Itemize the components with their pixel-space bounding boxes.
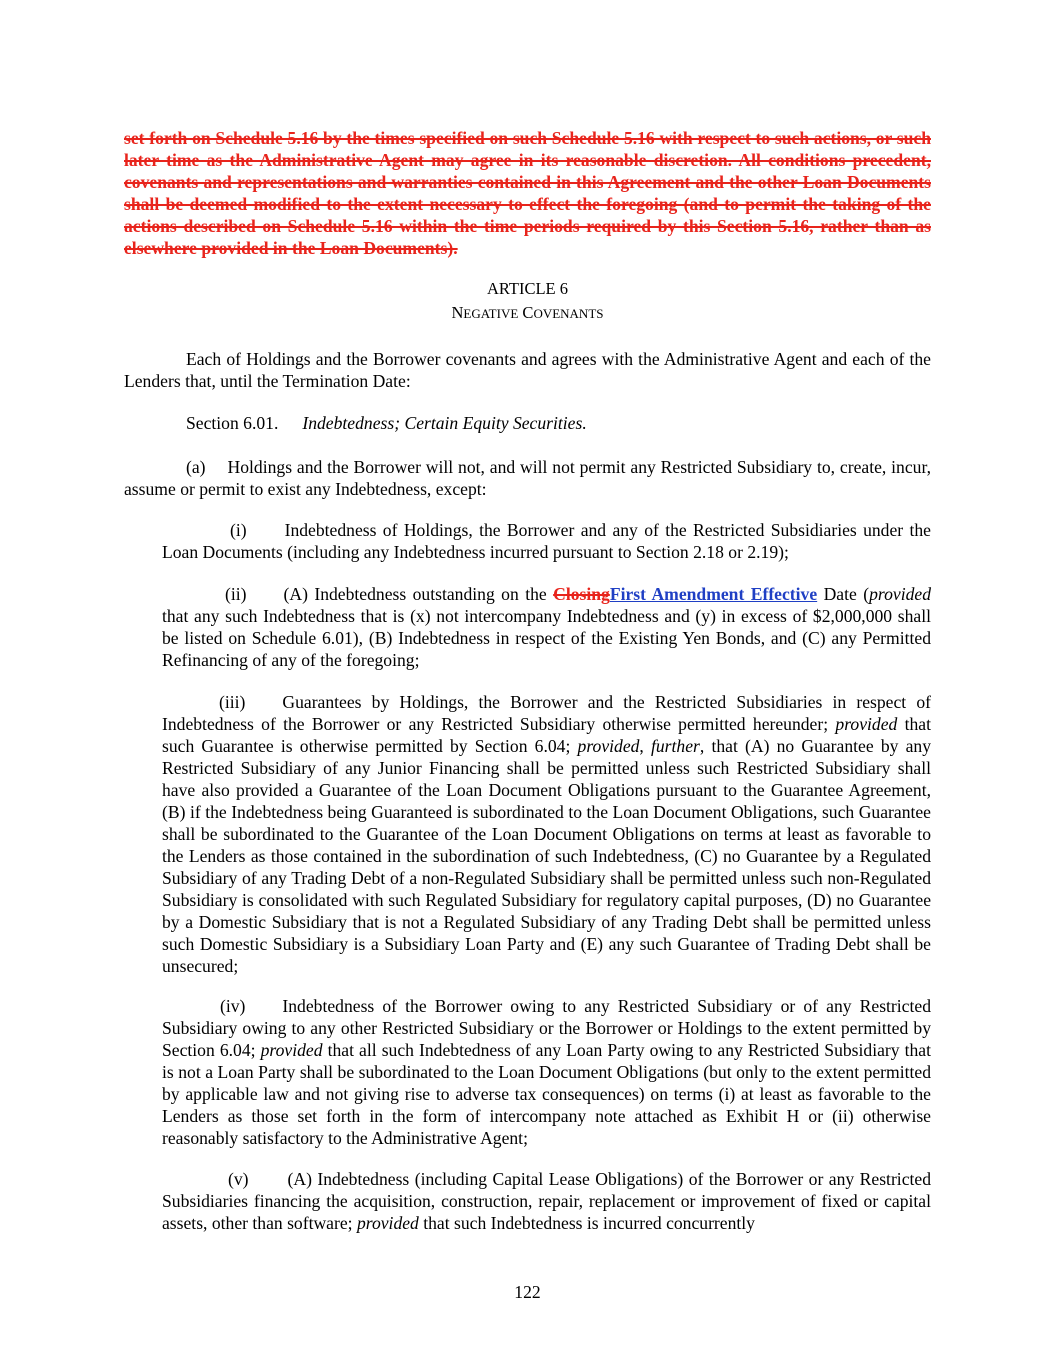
clause-a [124, 456, 931, 500]
item-v: (v) (A) Indebtedness (including Capital Lease Obligations) of the Borrower or any Restricted Subsidiaries financing the acquisition, construction, repair, replacement or improvement of fixed or capital assets, other than software; provided that such Indebtedness is incurred concurrently [162, 1169, 931, 1233]
article-number: ARTICLE 6 [486, 279, 569, 298]
intro-paragraph: Each of Holdings and the Borrower covenants and agrees with the Administrative Agent and each of the Lenders that, until the Termination Date: [124, 349, 931, 391]
deleted-word: Closing [553, 584, 610, 604]
item-iv: (iv) Indebtedness of the Borrower owing to any Restricted Subsidiary or of any Restricted Subsidiary owing to any other Restricted Subsidiary or the Borrower or Holdings to the extent permitted by Section 6.04; provided that all such Indebtedness of any Loan Party owing to any Restricted Subsidiary that is not a Loan Party shall be subordinated to the Loan Document Obligations (but only to the extent permitted by applicable law and not giving rise to adverse tax consequences) on terms (i) at least as favorable to the Lenders as those set forth in the form of intercompany note attached as Exhibit H or (ii) otherwise reasonably satisfactory to the Administrative Agent; [162, 996, 931, 1148]
item-iii-label: (iii) [219, 692, 246, 712]
item-ii-label: (ii) [225, 584, 247, 604]
section-title: Indebtedness; Certain Equity Securities. [302, 413, 587, 433]
inserted-text: First Amendment Effective [609, 584, 818, 604]
page-number: 122 [514, 1282, 541, 1302]
item-v-label: (v) [228, 1169, 249, 1189]
deleted-paragraph [124, 127, 931, 259]
item-i-text: Indebtedness of Holdings, the Borrower and any of the Restricted Subsidiaries under the Loan Documents (including any Indebtedness incurred pursuant to Section 2.18 or 2.19); [162, 520, 931, 562]
clause-a-text: Holdings and the Borrower will not, and will not permit any Restricted Subsidiary to, create, incur, assume or permit to exist any Indebtedness, except: [124, 457, 931, 499]
item-ii: (ii) (A) Indebtedness outstanding on the ClosingFirst Amendment Effective Date (provided that any such Indebtedness that is (x) not intercompany Indebtedness and (y) in excess of $2,000,000 shall be listed on Schedule 6.01), (B) Indebtedness in respect of the Existing Yen Bonds, and (C) any Permitted Refinancing of any of the foregoing; [162, 584, 931, 670]
article-title: NEGATIVE COVENANTS [451, 303, 604, 322]
item-iii: (iii) Guarantees by Holdings, the Borrower and the Restricted Subsidiaries in respect of Indebtedness of the Borrower or any Restricted Subsidiary otherwise permitted hereunder; provided that such Guarantee is otherwise permitted by Section 6.04; provided, further, that (A) no Guarantee by any Restricted Subsidiary of any Junior Financing shall be permitted unless such Restricted Subsidiary shall have also provided a Guarantee of the Loan Document Obligations pursuant to the Guarantee Agreement, (B) if the Indebtedness being Guaranteed is subordinated to the Loan Document Obligations, such Guarantee shall be subordinated to the Guarantee of the Loan Document Obligations on terms at least as favorable to the Lenders as those contained in the subordination of such Indebtedness, (C) no Guarantee by a Regulated Subsidiary of any Trading Debt of a non-Regulated Subsidiary shall be permitted unless such non-Regulated Subsidiary is consolidated with such Regulated Subsidiary for regulatory capital purposes, (D) no Guarantee by a Domestic Subsidiary that is not a Regulated Subsidiary of any Trading Debt shall be permitted unless such Domestic Subsidiary is a Subsidiary Loan Party and (E) any such Guarantee of Trading Debt shall be unsecured; [162, 692, 931, 976]
item-i-label: (i) [230, 520, 247, 540]
section-number: Section 6.01. [186, 413, 279, 433]
item-iv-label: (iv) [220, 996, 246, 1016]
clause-a-label: (a) [186, 457, 206, 477]
deleted-text: set forth on Schedule 5.16 by the times specified on such Schedule 5.16 with respect to such actions, or such later time as the Administrative Agent may agree in its reasonable discretion. All conditions precedent, covenants and representations and warranties contained in this Agreement and the other Loan Documents shall be deemed modified to the extent necessary to effect the foregoing (and to permit the taking of the actions described on Schedule 5.16 within the time periods required by this Section 5.16, rather than as elsewhere provided in the Loan Documents). [124, 128, 931, 258]
item-i [162, 519, 931, 563]
section-heading [124, 412, 931, 434]
